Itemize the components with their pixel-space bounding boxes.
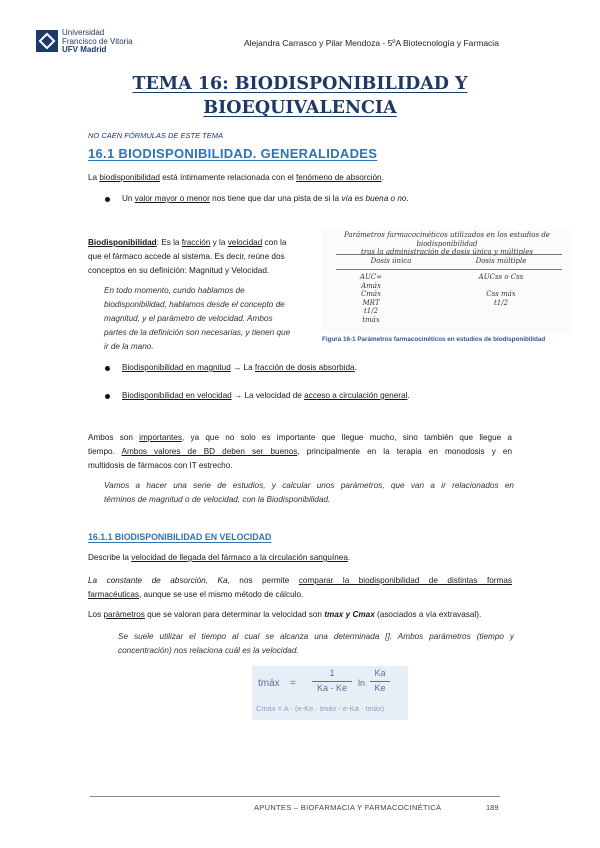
formula-note: NO CAEN FÓRMULAS DE ESTE TEMA [88, 131, 224, 140]
bullet-item: Biodisponibilidad en velocidad → La velocidad de acceso a circulación general. [122, 391, 410, 400]
parameters-quote: Se suele utilizar el tiempo al cual se alcanza una determinada []. Ambos parámetros (tiempo y concentración) nos relaciona cuál es la velocidad. [118, 632, 514, 655]
page-title: TEMA 16: BIODISPONIBILIDAD Y BIOEQUIVALENCIA [132, 74, 468, 118]
section-heading: 16.1 BIODISPONIBILIDAD. GENERALIDADES [88, 146, 378, 161]
col-values-multiple-dose: AUCss o Css Css máx t1/2 [478, 273, 524, 307]
bullet-item: Biodisponibilidad en magnitud → La fracción de dosis absorbida. [122, 363, 357, 372]
fraction-bar [312, 681, 352, 682]
bullet-item: Un valor mayor o menor nos tiene que dar una pista de si la vía es buena o no. [122, 194, 409, 203]
importance-paragraph: Ambos son importantes, ya que no solo es importante que llegue mucho, sino también que llegue a tiempo. Ambos valores de BD deben ser buenos, principalmente en la terapia en monodosis y en multidosis de fármacos con IT estrecho. [88, 433, 513, 470]
col-header-single-dose: Dosis única [370, 257, 412, 265]
cmax-equation: Cmáx = A · (e-Ke · tmáx - e-Ka · tmáx) [256, 704, 385, 713]
ka-paragraph: La constante de absorción, Ka, nos permite comparar la biodisponibilidad de distintas formas farmacéuticas, aunque se use el mismo método de cálculo. [88, 576, 512, 599]
tmax-cmax-formula [252, 666, 408, 720]
table-rule [336, 254, 562, 255]
fraction-numerator: 1 [329, 668, 335, 678]
ke-denominator: Ke [374, 683, 386, 693]
fraction-denominator: Ka - Ke [316, 683, 347, 693]
fraction-bar [370, 681, 390, 682]
ka-numerator: Ka [374, 668, 386, 678]
definition-paragraph: Biodisponibilidad: Es la fracción y la velocidad con la que el fármaco accede al sistema. Es decir, reúne dos conceptos en su definición: Magnitud y Velocidad. [88, 238, 287, 275]
subsection-heading: 16.1.1 BIODISPONIBILIDAD EN VELOCIDAD [88, 532, 272, 542]
tmax-symbol: tmáx [258, 678, 280, 689]
velocity-description: Describe la velocidad de llegada del fármaco a la circulación sanguínea. [88, 553, 351, 562]
university-logo-text: Universidad Francisco de Vitoria UFV Madrid [62, 28, 133, 54]
footer-rule [90, 796, 500, 797]
parameters-paragraph: Los parámetros que se valoran para determinar la velocidad son tmax y Cmax (asociados a vía extravasal). [88, 610, 482, 619]
intro-paragraph: La biodisponibilidad está íntimamente relacionada con el fenómeno de absorción. [88, 173, 384, 182]
definition-quote: En todo momento, cundo hablamos de biodisponibilidad, hablamos desde el concepto de magnitud, y el parámetro de velocidad. Ambos partes de la definición son necesarias, y tienen que ir de la mano. [104, 286, 291, 351]
col-values-single-dose: AUC∞ Amáx Cmáx MRT t1/2 tmáx [359, 273, 383, 324]
header-author: Alejandra Carrasco y Pilar Mendoza - 5ºA Biotecnología y Farmacia [244, 38, 499, 48]
studies-quote: Vamos a hacer una serie de estudios, y calcular unos parámetros, que van a ir relacionados en términos de magnitud o de velocidad, con la Biodisponibilidad. [104, 481, 514, 504]
university-logo-icon [36, 30, 58, 52]
page-number: 189 [486, 803, 499, 812]
table-rule [336, 269, 562, 270]
figure-caption: Figura 16-1 Parámetros farmacocinéticos en estudios de biodisponibilidad [322, 336, 546, 343]
col-header-multiple-dose: Dosis múltiple [475, 257, 527, 265]
bullet-icon [105, 394, 110, 399]
ln-symbol: ln [358, 678, 366, 688]
bullet-icon [105, 366, 110, 371]
bullet-icon [105, 197, 110, 202]
footer-text: APUNTES – BIOFARMACIA Y FARMACOCINÉTICA [254, 803, 442, 812]
figure-heading: Parámetros farmacocinéticos utilizados en los estudios de biodisponibilidad tras la administración de dosis única y múltiples [344, 231, 550, 256]
equals-sign: = [290, 678, 296, 689]
